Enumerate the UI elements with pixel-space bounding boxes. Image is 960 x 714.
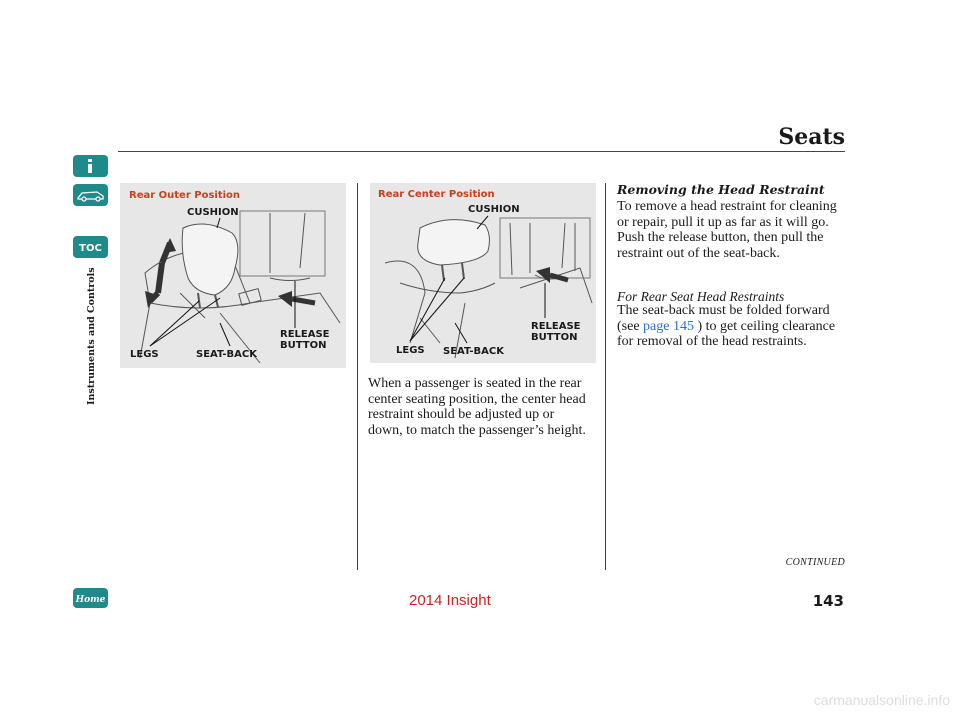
toc-label: TOC: [79, 243, 102, 254]
callout-legs: LEGS: [396, 345, 425, 356]
paragraph-2-after: ) to get ceiling clearance for removal of the head restraints.: [617, 318, 836, 349]
sub-heading: For Rear Seat Head Restraints: [617, 289, 785, 304]
page-number: 143: [812, 592, 844, 610]
info-icon: [73, 155, 108, 177]
info-button[interactable]: [73, 155, 108, 177]
home-icon: [73, 588, 108, 608]
home-button[interactable]: [73, 588, 108, 608]
callout-seat-back: SEAT-BACK: [196, 349, 257, 360]
callout-release-button: RELEASE BUTTON: [531, 321, 581, 343]
right-paragraph-1: To remove a head restraint for cleaning or repair, pull it up as far as it will go. Push the release button, then pull the restraint out of the seat-back.: [617, 199, 837, 261]
callout-legs: LEGS: [130, 349, 159, 360]
section-label-text: Instruments and Controls: [86, 267, 97, 405]
figure-right-title: Rear Center Position: [378, 189, 495, 200]
right-leader-lines: [370, 183, 596, 363]
column-divider-2: [605, 183, 606, 570]
figure-left-title: Rear Outer Position: [129, 190, 241, 201]
page-title: Seats: [778, 124, 845, 150]
document-title: 2014 Insight: [409, 592, 491, 609]
callout-seat-back: SEAT-BACK: [443, 346, 504, 357]
header-rule: [118, 151, 845, 152]
callout-cushion: CUSHION: [468, 204, 520, 215]
watermark: carmanualsonline.info: [813, 692, 950, 708]
section-heading: Removing the Head Restraint: [617, 182, 825, 197]
figure-rear-outer: [120, 183, 346, 368]
callout-cushion: CUSHION: [187, 207, 239, 218]
column-divider-1: [357, 183, 358, 570]
continued-label: CONTINUED: [785, 557, 845, 568]
home-label: Home: [75, 595, 106, 605]
figure-rear-center: [370, 183, 596, 363]
middle-paragraph: When a passenger is seated in the rear center seating position, the center head restraint should be adjusted up or down, to match the passenger’s height.: [368, 376, 586, 438]
callout-release-button: RELEASE BUTTON: [280, 329, 330, 351]
page-145-link[interactable]: page 145: [643, 318, 694, 334]
right-paragraph-2: [617, 303, 849, 350]
section-label: [84, 200, 100, 420]
left-leader-lines: [120, 183, 346, 368]
paragraph-2-before: The seat-back must be folded forward (see: [617, 303, 830, 334]
